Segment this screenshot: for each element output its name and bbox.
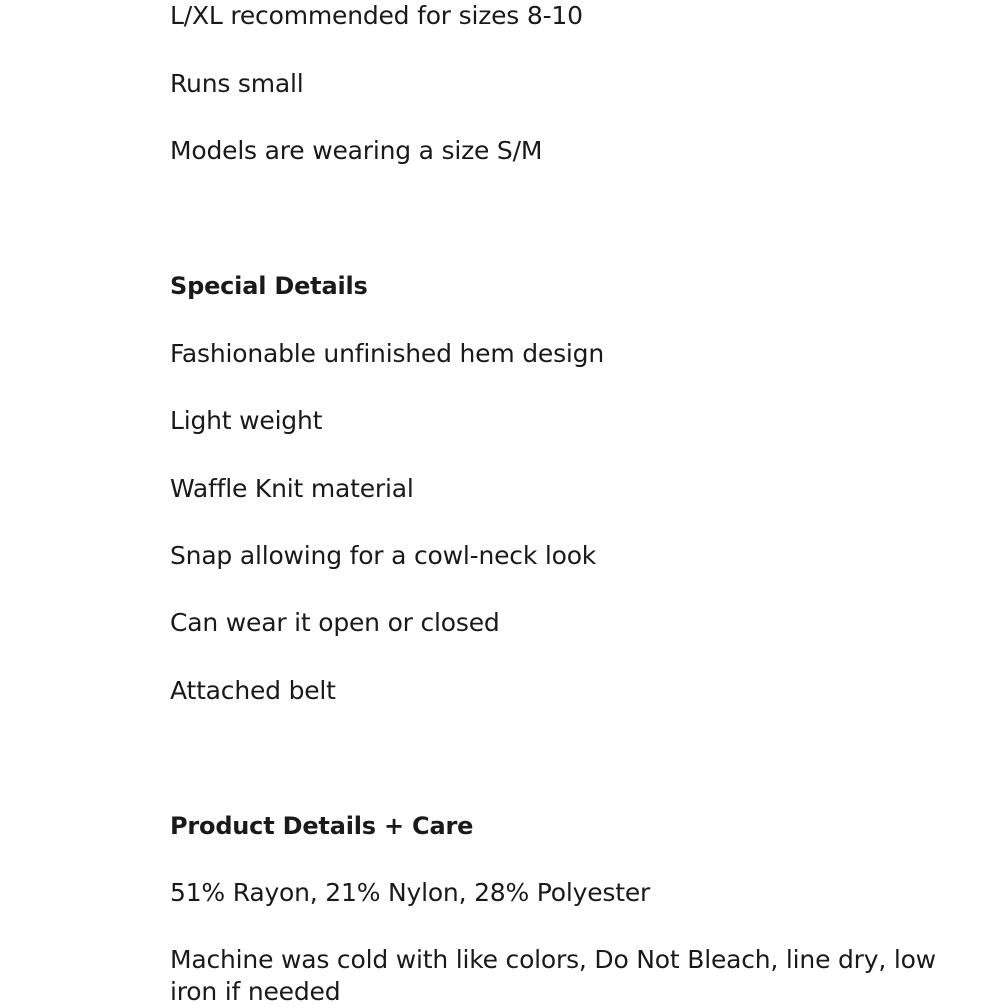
fit-note-model-size: Models are wearing a size S/M [170,136,543,165]
special-detail-item: Fashionable unfinished hem design [170,339,604,368]
special-detail-item: Can wear it open or closed [170,608,500,637]
product-details-care-heading: Product Details + Care [170,812,474,840]
fit-note-size-recommendation: L/XL recommended for sizes 8-10 [170,1,583,30]
special-detail-item: Attached belt [170,676,336,705]
special-detail-item: Snap allowing for a cowl-neck look [170,541,597,570]
special-detail-item: Waffle Knit material [170,474,414,503]
fit-note-runs-small: Runs small [170,69,304,98]
material-composition: 51% Rayon, 21% Nylon, 28% Polyester [170,878,651,907]
care-instructions: Machine was cold with like colors, Do Not Bleach, line dry, low iron if needed [170,945,936,1006]
special-detail-item: Light weight [170,406,323,435]
special-details-heading: Special Details [170,272,368,300]
